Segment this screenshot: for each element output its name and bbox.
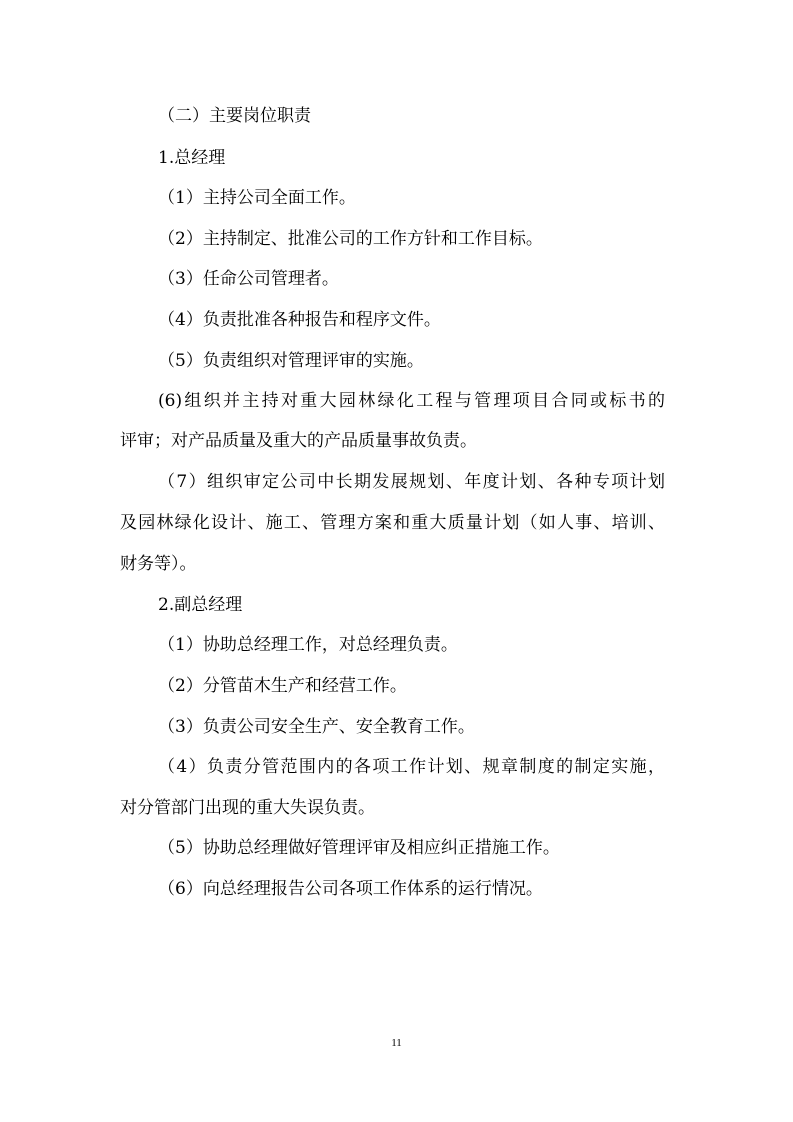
gm-item-7-line-2: 及园林绿化设计、施工、管理方案和重大质量计划（如人事、培训、 xyxy=(120,513,665,533)
gm-item-6-line-1: (6)组织并主持对重大园林绿化工程与管理项目合同或标书的 xyxy=(158,391,665,411)
gm-item-7-line-1: （7）组织审定公司中长期发展规划、年度计划、各种专项计划 xyxy=(158,472,665,492)
gm-item-4: （4）负责批准各种报告和程序文件。 xyxy=(158,310,441,330)
section-heading: （二）主要岗位职责 xyxy=(158,106,311,126)
gm-item-1: （1）主持公司全面工作。 xyxy=(158,188,356,208)
dgm-item-4-line-2: 对分管部门出现的重大失误负责。 xyxy=(120,798,375,818)
dgm-item-2: （2）分管苗木生产和经营工作。 xyxy=(158,676,407,696)
gm-item-2: （2）主持制定、批准公司的工作方针和工作目标。 xyxy=(158,229,543,249)
dgm-item-6: （6）向总经理报告公司各项工作体系的运行情况。 xyxy=(158,879,543,899)
page-number: 11 xyxy=(391,1037,402,1049)
dgm-item-1: （1）协助总经理工作，对总经理负责。 xyxy=(158,635,458,655)
deputy-general-manager-title: 2.副总经理 xyxy=(158,595,243,615)
dgm-item-3: （3）负责公司安全生产、安全教育工作。 xyxy=(158,717,475,737)
general-manager-title: 1.总经理 xyxy=(158,148,226,168)
gm-item-7-line-3: 财务等）。 xyxy=(120,554,197,574)
gm-item-5: （5）负责组织对管理评审的实施。 xyxy=(158,351,424,371)
gm-item-3: （3）任命公司管理者。 xyxy=(158,269,339,289)
dgm-item-5: （5）协助总经理做好管理评审及相应纠正措施工作。 xyxy=(158,838,560,858)
gm-item-6-line-2: 评审；对产品质量及重大的产品质量事故负责。 xyxy=(120,431,477,451)
dgm-item-4-line-1: （4）负责分管范围内的各项工作计划、规章制度的制定实施， xyxy=(158,757,665,777)
